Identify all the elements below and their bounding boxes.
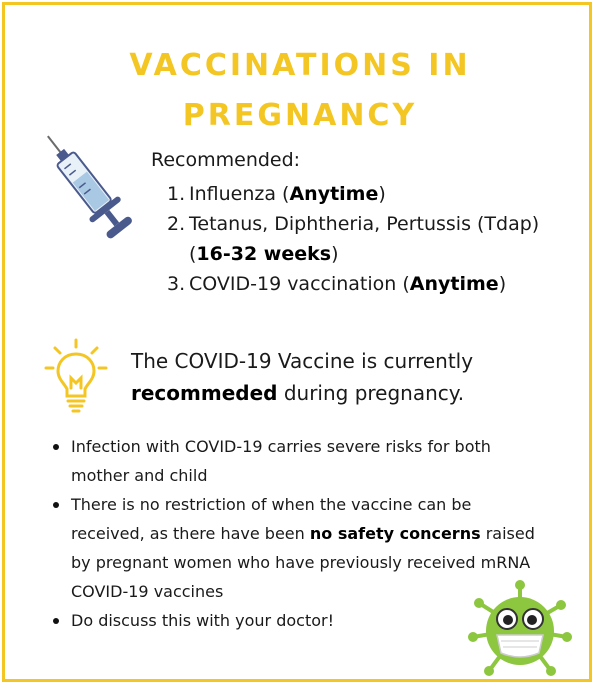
syringe-icon [31, 125, 141, 245]
recommended-label: Recommended: [151, 149, 301, 171]
list-item: Infection with COVID-19 carries severe risks for both mother and child [49, 432, 549, 490]
title-line-1: VACCINATIONS IN [129, 48, 471, 83]
list-item: 2. Tetanus, Diphtheria, Pertussis (Tdap) [167, 213, 540, 235]
list-item: Do discuss this with your doctor! [49, 606, 549, 635]
covid-note: The COVID-19 Vaccine is currently recommeded during pregnancy. [131, 349, 474, 405]
poster-card [2, 2, 592, 682]
lightbulb-icon [43, 338, 109, 418]
title-line-2: PREGNANCY [182, 98, 418, 133]
list-item: 1. Influenza (Anytime) [167, 183, 386, 205]
list-item: 3. COVID-19 vaccination (Anytime) [167, 273, 507, 295]
virus-icon [465, 579, 575, 679]
list-item: There is no restriction of when the vaccine can be received, as there have been no safety concerns raised by pregnant women who have previously received mRNA COVID-19 vaccines [49, 490, 549, 606]
recommended-list [167, 179, 587, 299]
list-item-continuation: ( 16-32 weeks ) [189, 243, 339, 265]
